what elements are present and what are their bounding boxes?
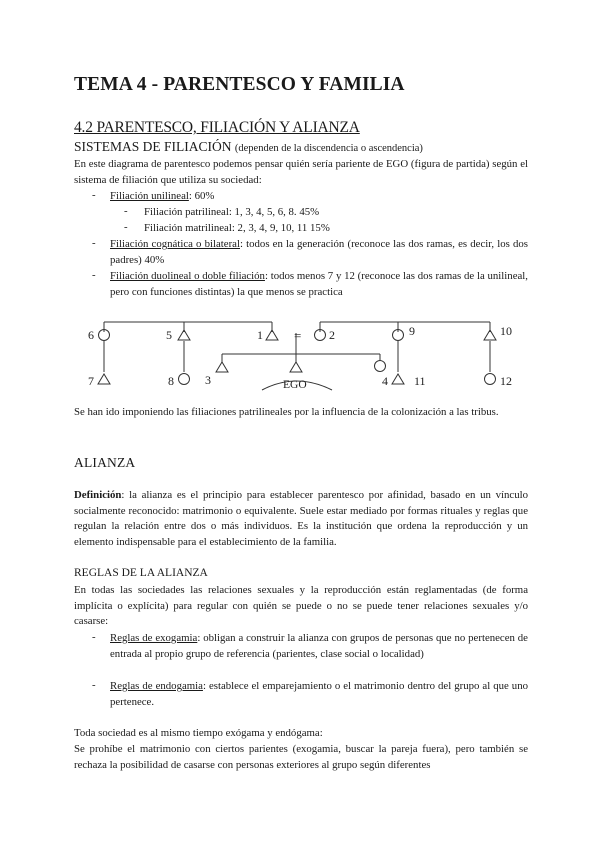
label-10: 10 [500, 324, 512, 338]
intro-paragraph: En este diagrama de parentesco podemos pensar quién sería pariente de EGO (figura de partida) según el sistema de filiación que utiliza su sociedad: [74, 158, 528, 186]
label-4: 4 [382, 374, 388, 388]
label-7: 7 [88, 374, 94, 388]
node-3-triangle [216, 362, 228, 372]
endogamia-label: Reglas de endogamia [110, 680, 203, 692]
bullet-patrilineal: Filiación patrilineal: 1, 3, 4, 5, 6, 8. 45% [144, 206, 320, 218]
node-8-circle [179, 374, 190, 385]
label-5: 5 [166, 328, 172, 342]
exogamia-label: Reglas de exogamia [110, 632, 198, 644]
label-9: 9 [409, 324, 415, 338]
bullet-exogamia [110, 631, 528, 662]
after-diagram-paragraph: Se han ido imponiendo las filiaciones patrilineales por la influencia de la colonización a las tribus. [74, 406, 499, 418]
endogamia-text: : establece el emparejamiento o el matrimonio dentro del grupo al que uno pertenece. [110, 680, 528, 708]
page-title: TEMA 4 - PARENTESCO Y FAMILIA [74, 74, 405, 95]
label-12: 12 [500, 374, 512, 388]
definicion-text: : la alianza es el principio para establecer parentesco por afinidad, basado en un vínculo socialmente reconocido: matrimonio o equivalente. Suele estar mediado por formas rituales y reglas que regulan la relación entre dos o más individuos. Es la institución que ordena la reproducción y un elemento indispensable para el establecimiento de la familia. [74, 489, 528, 548]
unilineal-value: : 60% [188, 190, 215, 202]
exogamia-text: : obligan a construir la alianza con grupos de personas que no pertenecen de entrada al propio grupo de referencia (parientes, clase social o localidad) [110, 632, 528, 660]
node-ego-triangle [290, 362, 302, 372]
bullet-dash: - [92, 189, 96, 201]
node-11-triangle [392, 374, 404, 384]
reglas-heading: REGLAS DE LA ALIANZA [74, 567, 208, 579]
bullet-dash: - [92, 269, 96, 281]
label-3: 3 [205, 373, 211, 387]
alianza-heading: ALIANZA [74, 455, 136, 470]
bullet-dash: - [92, 237, 96, 249]
label-1: 1 [257, 328, 263, 342]
toda-sociedad-line: Toda sociedad es al mismo tiempo exógama y endógama: [74, 727, 323, 739]
label-equals: = [294, 328, 302, 343]
cognatica-text: : todos en la generación (reconoce las dos ramas, es decir, los dos padres) 40% [110, 238, 528, 266]
sub-bullet-dash: - [124, 205, 128, 217]
cognatica-label: Filiación cognática o bilateral [110, 238, 240, 250]
subheading-text: SISTEMAS DE FILIACIÓN [74, 139, 232, 154]
duolineal-label: Filiación duolineal o doble filiación [110, 270, 265, 282]
section-heading: 4.2 PARENTESCO, FILIACIÓN Y ALIANZA [74, 119, 360, 136]
label-11: 11 [414, 374, 426, 388]
label-8: 8 [168, 374, 174, 388]
node-4-circle [375, 361, 386, 372]
unilineal-label: Filiación unilineal [110, 190, 189, 202]
kinship-diagram [0, 0, 600, 400]
sub-bullet-dash: - [124, 221, 128, 233]
node-7-triangle [98, 374, 110, 384]
label-2: 2 [329, 328, 335, 342]
label-ego: EGO [283, 379, 307, 391]
bullet-endogamia [110, 679, 528, 710]
node-12-circle [485, 374, 496, 385]
label-6: 6 [88, 328, 94, 342]
subheading-note: (dependen de la discendencia o ascendencia) [234, 143, 423, 154]
reglas-intro: En todas las sociedades las relaciones sexuales y la reproducción están reglamentadas (de forma implícita o explícita) para regular con quién se puede o no se puede tener relaciones sexuales y/o casarse: [74, 584, 528, 627]
bullet-dash: - [92, 679, 96, 691]
duolineal-text: : todos menos 7 y 12 (reconoce las dos ramas de la unilineal, pero con funciones distintas) la que menos se practica [110, 270, 528, 298]
bullet-matrilineal: Filiación matrilineal: 2, 3, 4, 9, 10, 11 15% [144, 222, 330, 234]
final-paragraph: Se prohíbe el matrimonio con ciertos parientes (exogamia, buscar la pareja fuera), pero también se rechaza la posibilidad de casarse con personas exteriores al grupo según diferentes [74, 743, 528, 771]
definicion-paragraph [74, 488, 528, 550]
definicion-label: Definición [74, 489, 122, 501]
bullet-dash: - [92, 631, 96, 643]
